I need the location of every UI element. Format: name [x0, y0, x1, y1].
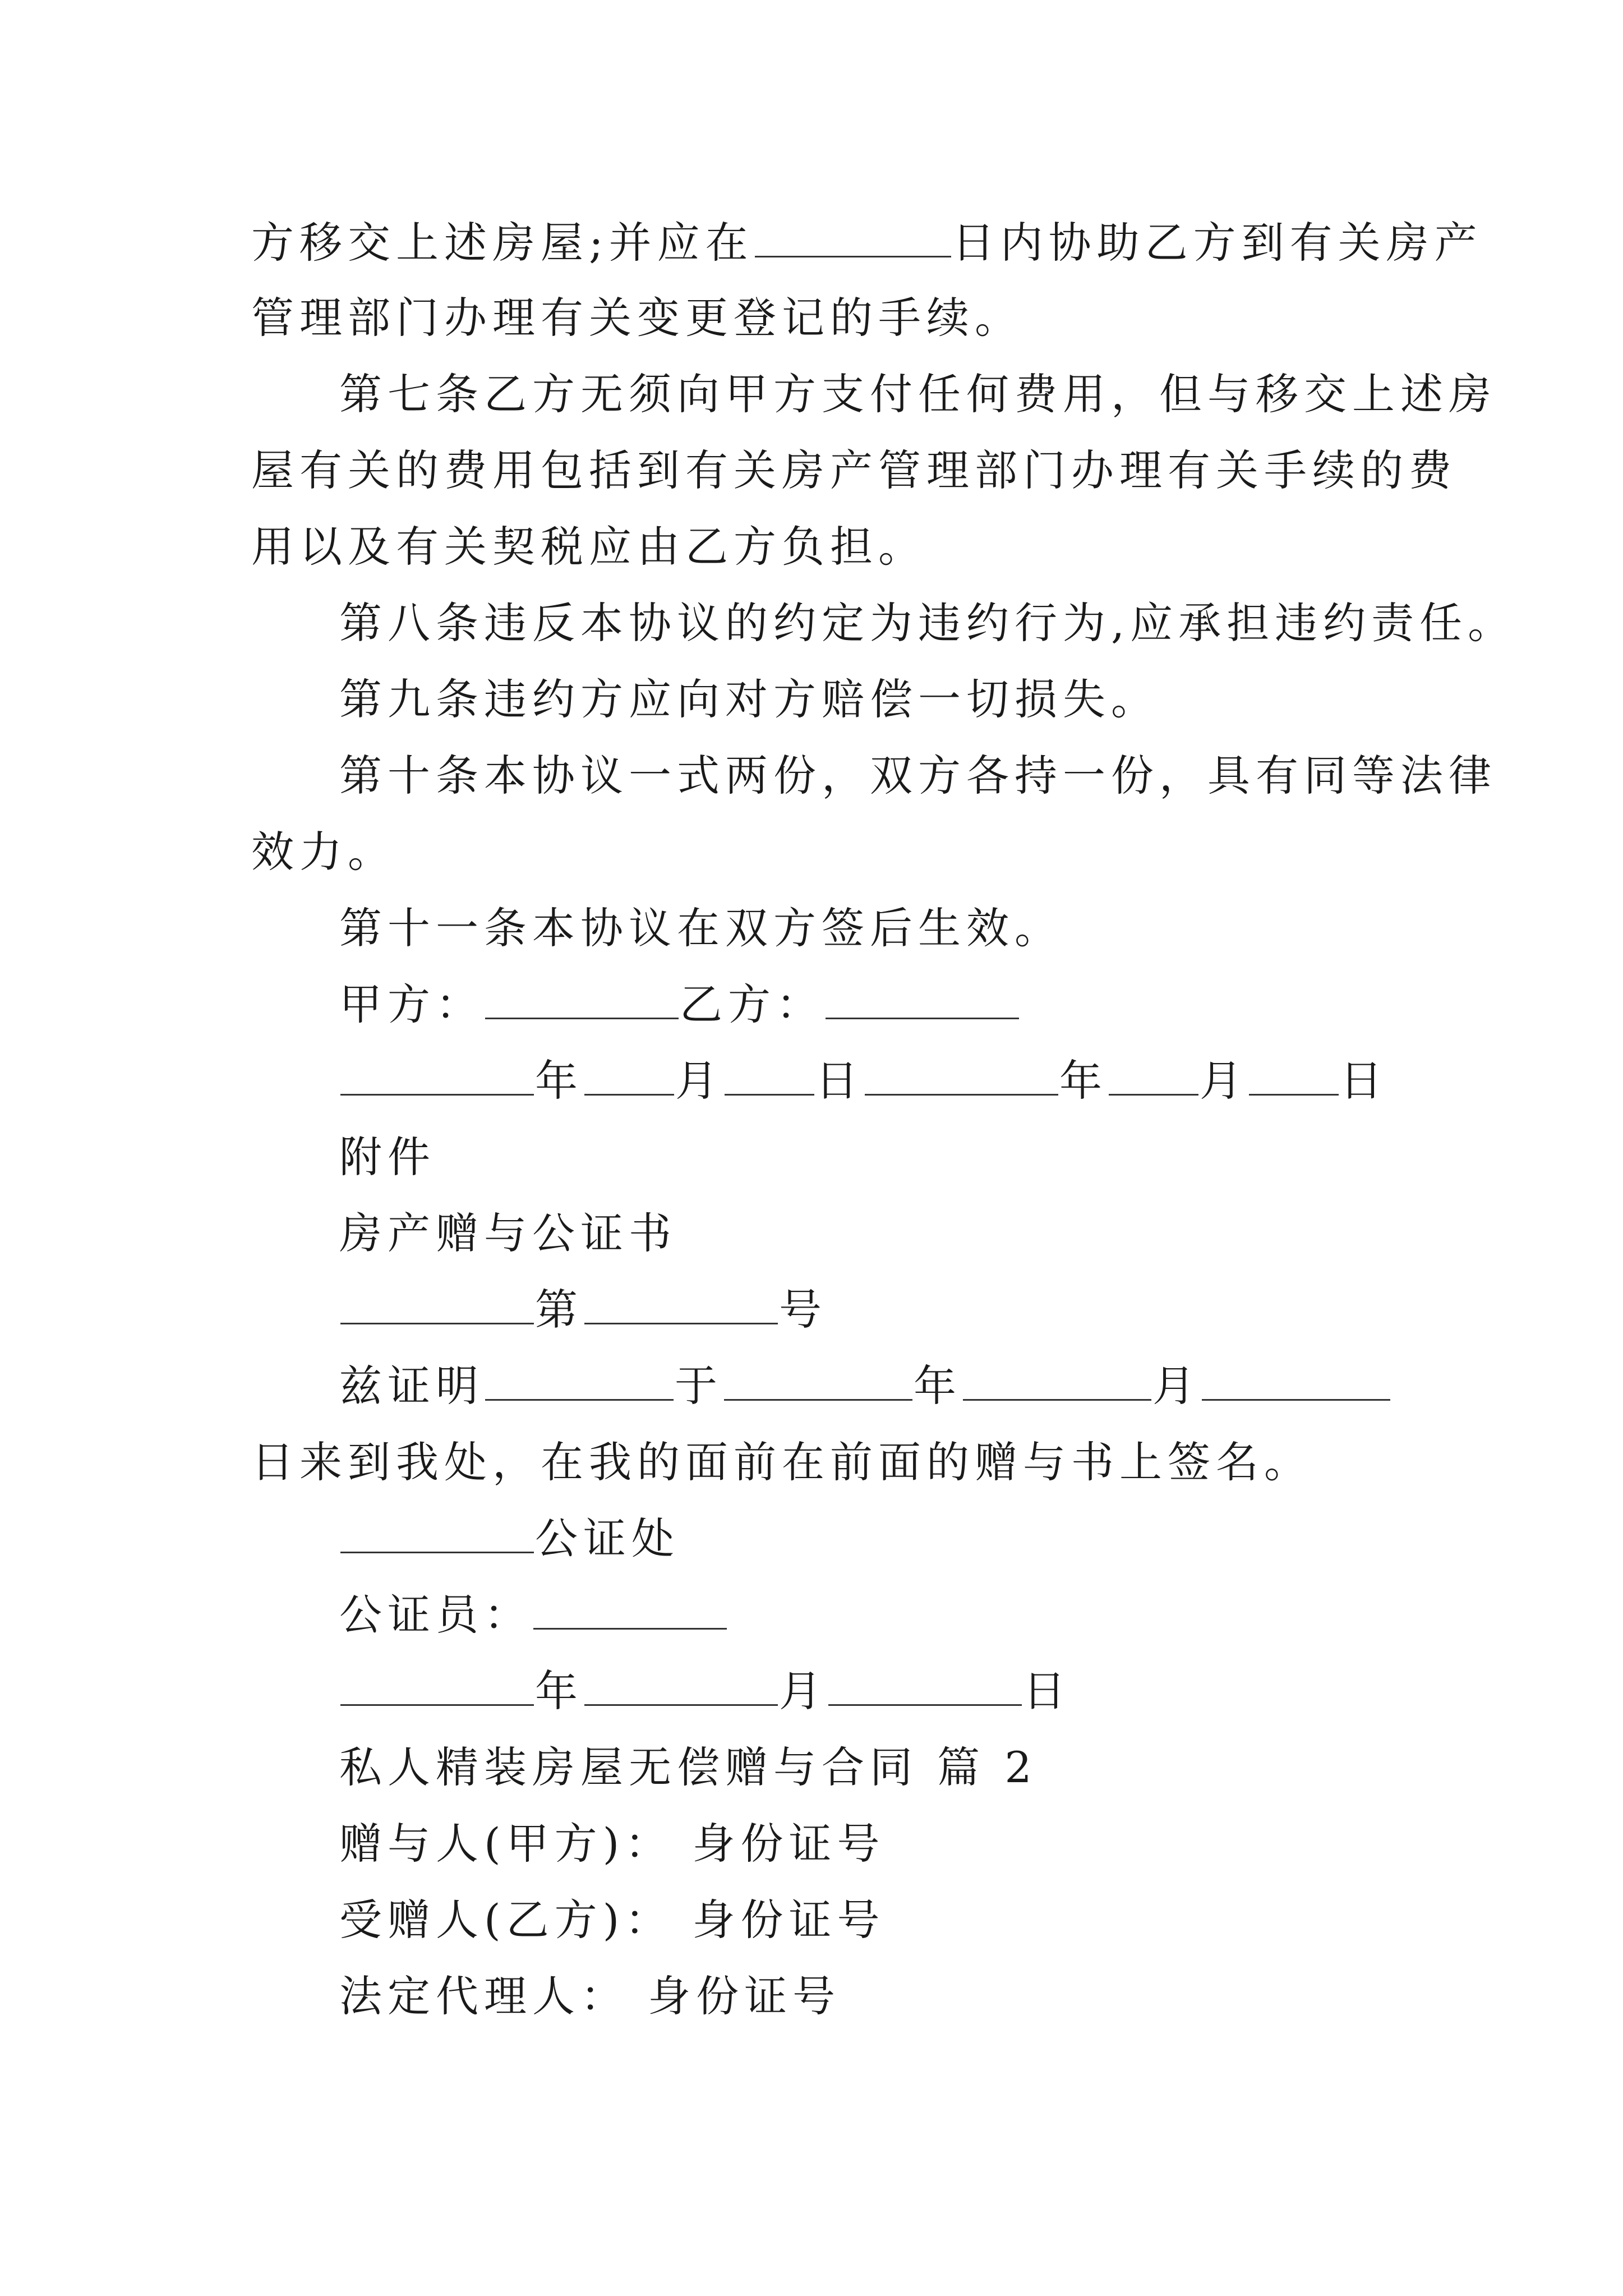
text-line — [339, 1576, 728, 1654]
text-line — [251, 508, 926, 586]
text-line — [339, 890, 1063, 967]
fill-in-blank — [340, 1042, 534, 1096]
text-line — [339, 737, 1497, 815]
year-label: 年 — [535, 1666, 583, 1716]
fill-in-blank — [755, 204, 951, 257]
party-b-label: 乙方： — [680, 979, 824, 1029]
text-span: 第十条本协议一式两份，双方各持一份，具有同等法律 — [339, 751, 1497, 800]
fill-in-blank — [1202, 1347, 1390, 1401]
text-line — [339, 1119, 436, 1196]
fill-in-blank — [584, 1271, 778, 1324]
date-line — [339, 1042, 1388, 1120]
text-line — [339, 661, 1159, 738]
fill-in-blank — [963, 1347, 1151, 1401]
fill-in-blank — [340, 1653, 534, 1706]
text-span: 受赠人(乙方)： 身份证号 — [339, 1895, 886, 1945]
text-line — [251, 279, 1023, 357]
text-line — [339, 1881, 885, 1959]
fill-in-blank — [584, 1653, 778, 1706]
month-label: 月 — [675, 1056, 723, 1106]
text-span: 第七条乙方无须向甲方支付任何费用，但与移交上述房 — [339, 369, 1497, 419]
month-label: 月 — [779, 1666, 827, 1716]
fill-in-blank — [1109, 1042, 1198, 1096]
fill-in-blank — [828, 1653, 1022, 1706]
year-label: 年 — [535, 1056, 583, 1106]
party-a-label: 甲方： — [339, 979, 484, 1029]
fill-in-blank — [584, 1042, 674, 1096]
text-span: 月 — [1152, 1361, 1201, 1411]
section-heading: 私人精装房屋无偿赠与合同 篇 2 — [339, 1742, 1038, 1792]
notary-office-label: 公证处 — [535, 1513, 680, 1563]
text-span: 赠与人(甲方)： 身份证号 — [339, 1819, 886, 1869]
text-line — [251, 432, 1457, 509]
text-line — [251, 1424, 1312, 1501]
text-span: 日内协助乙方到有关房产 — [952, 218, 1483, 268]
text-line — [339, 585, 1516, 662]
text-span: 法定代理人： 身份证号 — [339, 1971, 841, 2021]
fill-in-blank — [826, 966, 1019, 1019]
text-span: 第八条违反本协议的约定为违约行为,应承担违约责任。 — [339, 598, 1516, 648]
year-label: 年 — [1059, 1056, 1108, 1106]
signature-line — [339, 966, 1020, 1043]
text-span: 方移交上述房屋;并应在 — [251, 218, 754, 268]
text-span: 第 — [535, 1285, 583, 1335]
day-label: 日 — [815, 1056, 864, 1106]
text-line — [251, 204, 1483, 282]
notary-label: 公证员： — [339, 1590, 532, 1640]
fill-in-blank — [340, 1271, 534, 1324]
text-span: 年 — [914, 1361, 962, 1411]
day-label: 日 — [1023, 1666, 1071, 1716]
month-label: 月 — [1200, 1056, 1248, 1106]
text-span: 屋有关的费用包括到有关房产管理部门办理有关手续的费 — [251, 445, 1457, 495]
certificate-number-line — [339, 1271, 827, 1349]
fill-in-blank — [533, 1576, 727, 1630]
text-span: 日来到我处，在我的面前在前面的赠与书上签名。 — [251, 1437, 1312, 1487]
text-span: 用以及有关契税应由乙方负担。 — [251, 522, 926, 572]
text-line — [339, 1729, 1038, 1806]
text-span: 于 — [675, 1361, 723, 1411]
text-span: 管理部门办理有关变更登记的手续。 — [251, 293, 1023, 343]
text-span: 效力。 — [251, 827, 396, 877]
text-span: 号 — [779, 1285, 827, 1335]
fill-in-blank — [1249, 1042, 1339, 1096]
fill-in-blank — [865, 1042, 1058, 1096]
text-line — [339, 1195, 677, 1272]
certificate-title: 房产赠与公证书 — [339, 1208, 677, 1258]
fill-in-blank — [724, 1347, 912, 1401]
text-span: 第九条违约方应向对方赔偿一切损失。 — [339, 674, 1159, 724]
attachment-heading: 附件 — [339, 1132, 436, 1182]
fill-in-blank — [485, 966, 679, 1019]
fill-in-blank — [725, 1042, 814, 1096]
text-line — [339, 356, 1497, 433]
text-line — [339, 1958, 841, 2035]
text-line — [339, 1805, 885, 1883]
text-span: 兹证明 — [339, 1361, 484, 1411]
fill-in-blank — [485, 1347, 674, 1401]
text-line — [251, 813, 396, 891]
day-label: 日 — [1340, 1056, 1388, 1106]
text-span: 第十一条本协议在双方签后生效。 — [339, 903, 1063, 953]
date-line — [339, 1653, 1071, 1730]
text-line — [339, 1347, 1391, 1425]
fill-in-blank — [340, 1500, 534, 1553]
text-line — [339, 1500, 680, 1577]
